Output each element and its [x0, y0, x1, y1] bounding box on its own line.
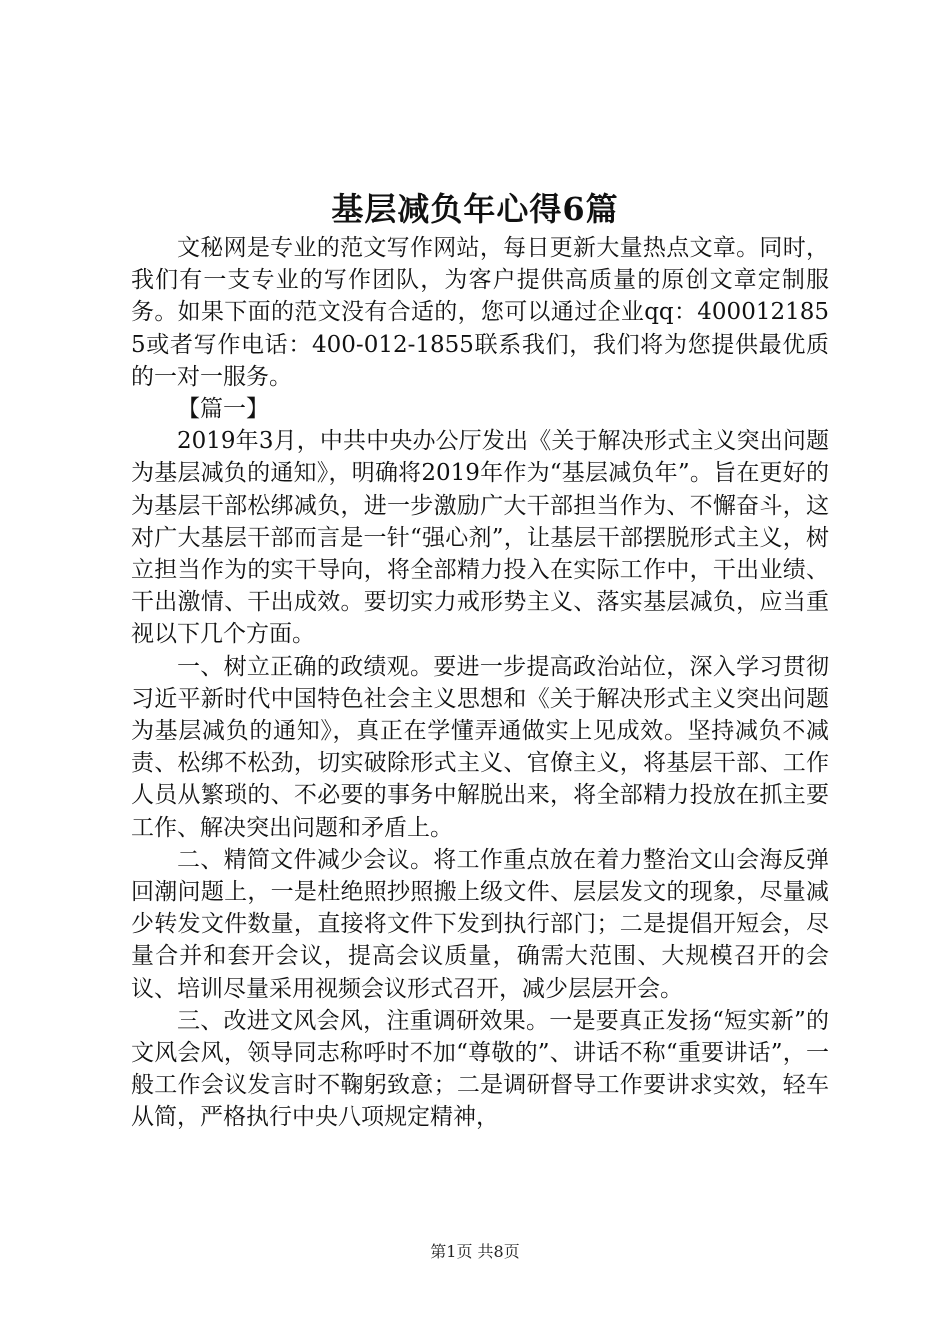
body-paragraph: 三、改进文风会风，注重调研效果。一是要真正发扬“短实新”的文风会风，领导同志称呼时不加“尊敬的”、讲话不称“重要讲话”，一般工作会议发言时不鞠躬致意；二是调研督导工作要讲求实效，轻车从简，严格执行中央八项规定精神，: [131, 1007, 829, 1131]
document-body: [131, 232, 829, 1134]
document-title: 基层减负年心得6篇: [331, 190, 619, 228]
section-heading: 【篇一】: [177, 396, 269, 423]
body-paragraph: 一、树立正确的政绩观。要进一步提高政治站位，深入学习贯彻习近平新时代中国特色社会主义思想和《关于解决形式主义突出问题为基层减负的通知》，真正在学懂弄通做实上见成效。坚持减负不减责、松绑不松劲，切实破除形式主义、官僚主义，将基层干部、工作人员从繁琐的、不必要的事务中解脱出来，将全部精力投放在抓主要工作、解决突出问题和矛盾上。: [131, 653, 829, 841]
body-paragraph: 二、精简文件减少会议。将工作重点放在着力整治文山会海反弹回潮问题上，一是杜绝照抄照搬上级文件、层层发文的现象，尽量减少转发文件数量，直接将文件下发到执行部门；二是提倡开短会，尽量合并和套开会议，提高会议质量，确需大范围、大规模召开的会议、培训尽量采用视频会议形式召开，减少层层开会。: [131, 846, 829, 1002]
page-number-footer: 第1页 共8页: [430, 1242, 520, 1261]
intro-paragraph: 文秘网是专业的范文写作网站，每日更新大量热点文章。同时，我们有一支专业的写作团队，为客户提供高质量的原创文章定制服务。如果下面的范文没有合适的，您可以通过企业qq：4000121855或者写作电话：400-012-1855联系我们，我们将为您提供最优质的一对一服务。: [131, 235, 829, 390]
body-paragraph: 2019年3月，中共中央办公厅发出《关于解决形式主义突出问题为基层减负的通知》，明确将2019年作为“基层减负年”。旨在更好的为基层干部松绑减负，进一步激励广大干部担当作为、不懈奋斗，这对广大基层干部而言是一针“强心剂”，让基层干部摆脱形式主义，树立担当作为的实干导向，将全部精力投入在实际工作中，干出业绩、干出激情、干出成效。要切实力戒形势主义、落实基层减负，应当重视以下几个方面。: [131, 428, 829, 648]
